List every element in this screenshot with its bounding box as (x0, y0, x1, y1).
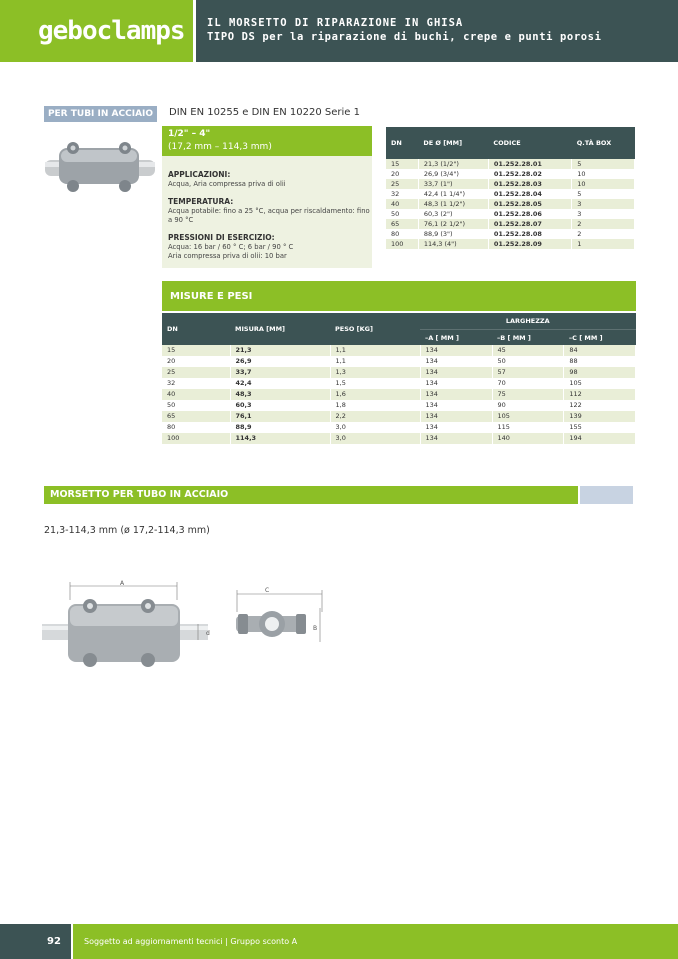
measures-subheader-a: –A [ MM ] (420, 330, 492, 346)
codes-table (386, 127, 635, 249)
page-number: 92 (47, 936, 61, 947)
measures-table-cell: 33,7 (230, 367, 330, 378)
codes-table-row (386, 199, 635, 209)
codes-table-cell: 5 (572, 159, 635, 169)
codes-table-cell: 15 (386, 159, 418, 169)
codes-table-cell: 01.252.28.01 (488, 159, 571, 169)
measures-table-cell: 134 (420, 433, 492, 444)
measures-table-cell: 75 (492, 389, 564, 400)
codes-table-row (386, 209, 635, 219)
measures-table-row (162, 356, 636, 367)
codes-table-cell: 01.252.28.09 (488, 239, 571, 249)
codes-table-row (386, 239, 635, 249)
measures-table-cell: 134 (420, 378, 492, 389)
codes-table-cell: 48,3 (1 1/2") (418, 199, 488, 209)
codes-table-cell: 40 (386, 199, 418, 209)
section-label: PER TUBI IN ACCIAIO (44, 106, 157, 122)
codes-table-cell: 3 (572, 209, 635, 219)
size-inch: 1/2" – 4" (168, 129, 211, 139)
svg-text:d: d (206, 630, 210, 637)
measures-table-cell: 42,4 (230, 378, 330, 389)
measures-table-row (162, 422, 636, 433)
measures-table-cell: 76,1 (230, 411, 330, 422)
measures-table-cell: 112 (564, 389, 636, 400)
codes-table-cell: 100 (386, 239, 418, 249)
measures-table-cell: 134 (420, 389, 492, 400)
measures-table-cell: 1,1 (330, 356, 420, 367)
codes-header-code: CODICE (488, 127, 571, 159)
size-mm: (17,2 mm – 114,3 mm) (168, 142, 272, 152)
codes-table-cell: 20 (386, 169, 418, 179)
codes-header-de: DE Ø [MM] (418, 127, 488, 159)
measures-table-row (162, 389, 636, 400)
measures-table-cell: 32 (162, 378, 230, 389)
measures-title-bar (162, 281, 636, 311)
measures-table-cell: 60,3 (230, 400, 330, 411)
dim-b-label: B (313, 625, 318, 632)
codes-table-row (386, 159, 635, 169)
page-title: IL MORSETTO DI RIPARAZIONE IN GHISA (207, 17, 464, 29)
codes-table-cell: 01.252.28.06 (488, 209, 571, 219)
codes-table-cell: 50 (386, 209, 418, 219)
codes-table-cell: 114,3 (4") (418, 239, 488, 249)
measures-header-size: MISURA [MM] (230, 313, 330, 345)
temperature-text: Acqua potabile: fino a 25 °C, acqua per riscaldamento: fino a 90 °C (168, 207, 370, 224)
codes-table-cell: 01.252.28.05 (488, 199, 571, 209)
codes-table-cell: 21,3 (1/2") (418, 159, 488, 169)
codes-table-row (386, 219, 635, 229)
codes-table-cell: 60,3 (2") (418, 209, 488, 219)
section2-range: 21,3-114,3 mm (ø 17,2-114,3 mm) (44, 525, 210, 536)
measures-table-row (162, 433, 636, 444)
measures-table-cell: 114,3 (230, 433, 330, 444)
codes-table-cell: 1 (572, 239, 635, 249)
header-logo-block (0, 0, 193, 62)
measures-table-cell: 1,6 (330, 389, 420, 400)
dim-c-label: C (265, 587, 270, 594)
codes-table-cell: 76,1 (2 1/2") (418, 219, 488, 229)
pressure-label: PRESSIONI DI ESERCIZIO: (168, 233, 275, 242)
measures-table-row (162, 411, 636, 422)
section-norm: DIN EN 10255 e DIN EN 10220 Serie 1 (169, 107, 360, 118)
measures-table-cell: 100 (162, 433, 230, 444)
codes-table-row (386, 179, 635, 189)
measures-table-cell: 1,3 (330, 367, 420, 378)
codes-table-cell: 01.252.28.02 (488, 169, 571, 179)
measures-table-cell: 80 (162, 422, 230, 433)
header-title-block (196, 0, 678, 62)
codes-table-cell: 65 (386, 219, 418, 229)
measures-table-cell: 194 (564, 433, 636, 444)
pressure-line-1: Acqua: 16 bar / 60 ° C; 6 bar / 90 ° C (168, 243, 294, 251)
codes-table-cell: 01.252.28.03 (488, 179, 571, 189)
brand-logo: geboclamps (38, 16, 185, 46)
codes-table-cell: 01.252.28.04 (488, 189, 571, 199)
codes-table-cell: 5 (572, 189, 635, 199)
codes-table-cell: 2 (572, 219, 635, 229)
codes-table-cell: 10 (572, 169, 635, 179)
measures-table-cell: 134 (420, 422, 492, 433)
section2-title: MORSETTO PER TUBO IN ACCIAIO (50, 489, 229, 500)
measures-header-dn: DN (162, 313, 230, 345)
measures-table-cell: 26,9 (230, 356, 330, 367)
measures-table-cell: 21,3 (230, 345, 330, 356)
measures-table-cell: 45 (492, 345, 564, 356)
measures-table-cell: 98 (564, 367, 636, 378)
measures-header-weight: PESO [KG] (330, 313, 420, 345)
temperature-label: TEMPERATURA: (168, 197, 234, 206)
measures-table-cell: 20 (162, 356, 230, 367)
measures-table-cell: 134 (420, 411, 492, 422)
measures-table-cell: 134 (420, 356, 492, 367)
measures-table-cell: 25 (162, 367, 230, 378)
measures-table-cell: 40 (162, 389, 230, 400)
codes-table-row (386, 189, 635, 199)
measures-table-cell: 2,2 (330, 411, 420, 422)
measures-table-cell: 50 (162, 400, 230, 411)
measures-table-cell: 3,0 (330, 422, 420, 433)
measures-header-width: LARGHEZZA (420, 313, 636, 330)
measures-table-cell: 90 (492, 400, 564, 411)
footer-page-block (0, 924, 71, 959)
measures-table-cell: 1,1 (330, 345, 420, 356)
footer-note: Soggetto ad aggiornamenti tecnici | Gruppo sconto A (84, 937, 298, 946)
dim-a-label: A (120, 580, 125, 587)
codes-table-cell: 42,4 (1 1/4") (418, 189, 488, 199)
measures-table-cell: 105 (492, 411, 564, 422)
measures-table-cell: 15 (162, 345, 230, 356)
codes-table-row (386, 229, 635, 239)
codes-table-cell: 32 (386, 189, 418, 199)
measures-table-cell: 70 (492, 378, 564, 389)
measures-table-cell: 65 (162, 411, 230, 422)
measures-table-cell: 50 (492, 356, 564, 367)
codes-table-cell: 10 (572, 179, 635, 189)
measures-table-cell: 134 (420, 367, 492, 378)
codes-table-cell: 3 (572, 199, 635, 209)
measures-table-row (162, 378, 636, 389)
measures-subheader-b: –B [ MM ] (492, 330, 564, 346)
measures-table-cell: 134 (420, 400, 492, 411)
codes-table-cell: 01.252.28.08 (488, 229, 571, 239)
measures-table-cell: 1,8 (330, 400, 420, 411)
page-subtitle: TIPO DS per la riparazione di buchi, crepe e punti porosi (207, 31, 602, 43)
measures-table-row (162, 400, 636, 411)
measures-table-row (162, 367, 636, 378)
measures-table-cell: 1,5 (330, 378, 420, 389)
measures-table-cell: 134 (420, 345, 492, 356)
measures-table-row (162, 345, 636, 356)
pressure-line-2: Aria compressa priva di olii: 10 bar (168, 252, 287, 260)
measures-table-cell: 48,3 (230, 389, 330, 400)
section2-bar (44, 486, 578, 504)
applications-label: APPLICAZIONI: (168, 170, 231, 179)
measures-table-cell: 88 (564, 356, 636, 367)
codes-table-cell: 2 (572, 229, 635, 239)
codes-table-cell: 80 (386, 229, 418, 239)
technical-drawing (40, 578, 330, 673)
applications-text: Acqua, Aria compressa priva di olii (168, 180, 286, 188)
measures-table-cell: 3,0 (330, 433, 420, 444)
measures-table-cell: 115 (492, 422, 564, 433)
measures-table (162, 313, 636, 444)
measures-table-cell: 105 (564, 378, 636, 389)
codes-table-cell: 88,9 (3") (418, 229, 488, 239)
measures-title: MISURE E PESI (170, 291, 253, 302)
measures-table-cell: 84 (564, 345, 636, 356)
product-image (45, 130, 155, 200)
section2-bar-accent (580, 486, 633, 504)
codes-table-cell: 33,7 (1") (418, 179, 488, 189)
measures-table-cell: 122 (564, 400, 636, 411)
codes-header-dn: DN (386, 127, 418, 159)
footer-note-block (73, 924, 678, 959)
measures-table-cell: 57 (492, 367, 564, 378)
codes-table-row (386, 169, 635, 179)
measures-table-cell: 88,9 (230, 422, 330, 433)
codes-header-qty: Q.TÀ BOX (572, 127, 635, 159)
info-title (162, 126, 372, 156)
measures-table-cell: 139 (564, 411, 636, 422)
measures-table-cell: 140 (492, 433, 564, 444)
codes-table-cell: 26,9 (3/4") (418, 169, 488, 179)
measures-subheader-c: –C [ MM ] (564, 330, 636, 346)
measures-table-cell: 155 (564, 422, 636, 433)
codes-table-cell: 25 (386, 179, 418, 189)
codes-table-cell: 01.252.28.07 (488, 219, 571, 229)
